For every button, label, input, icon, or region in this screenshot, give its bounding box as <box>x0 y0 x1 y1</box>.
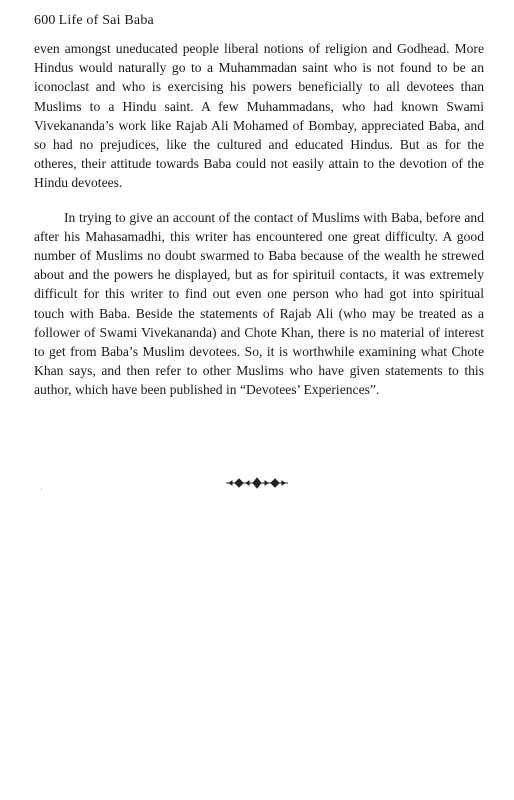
margin-mark: · <box>40 485 43 494</box>
page-body <box>34 39 484 400</box>
ornament-divider-icon <box>225 475 289 491</box>
running-header <box>34 13 154 29</box>
paragraph-2: In trying to give an account of the contact of Muslims with Baba, before and after his Mahasamadhi, this writer has encountered one great difficulty. A good number of Muslims no doubt swarmed to Baba because of the wealth he strewed about and the powers he displayed, but as for spirituil contacts, it was extremely difficult for this writer to find out even one person who had got into spiritual touch with Baba. Beside the statements of Rajab Ali (who may be treated as a follower of Swami Vivekananda) and Chote Khan, there is no material of interest to get from Baba’s Muslim devotees. So, it is worthwhile examining what Chote Khan says, and then refer to other Muslims who have given statements to this author, which have been published in “Devotees’ Experiences”. <box>34 209 484 398</box>
book-title: Life of Sai Baba <box>58 13 154 28</box>
page-number: 600 <box>34 13 56 28</box>
paragraph-1: even amongst uneducated people liberal notions of religion and Godhead. More Hindus would naturally go to a Muhammadan saint who is not found to be an iconoclast and who is exercising his powers beneficially to all devotees than Muslims to a Hindu saint. A few Muhammadans, who had known Swami Vivekananda’s work like Rajab Ali Mohamed of Bombay, appreciated Baba, and so had no prejudices, like the cultured and educated Hindus. But as for the otheres, their attitude towards Baba could not easily attain to the devotion of the Hindu devotees. <box>34 41 484 191</box>
